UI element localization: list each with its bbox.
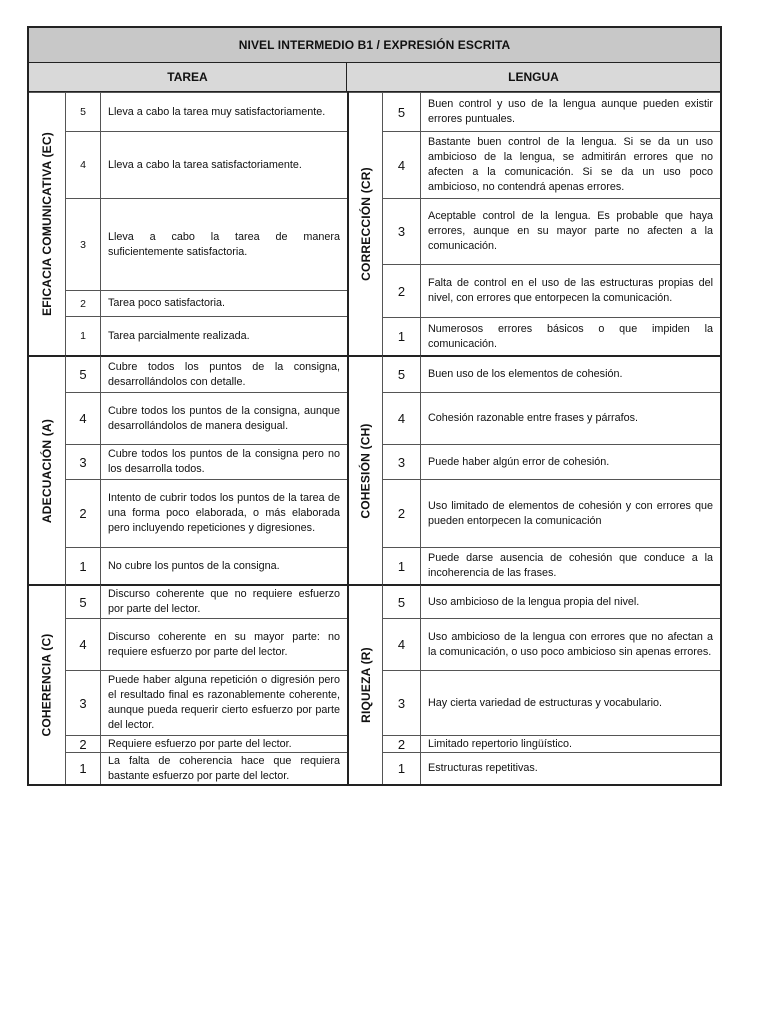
descriptor-cell	[101, 198, 347, 290]
left-criterion-1	[29, 92, 66, 355]
column-header-lengua: LENGUA	[347, 63, 720, 92]
criterion-label: CORRECCIÓN (CR)	[358, 167, 373, 281]
descriptor-text: Puede haber algún error de cohesión.	[428, 455, 610, 468]
descriptor-text: Bastante buen control de la lengua. Si se da un uso ambicioso de la lengua, se admitirán errores que no afecten a la comunicación. Si se da un uso poco ambicioso, no contendrá apenas errores.	[428, 136, 713, 193]
descriptor-text: Cohesión razonable entre frases y párrafos.	[428, 412, 639, 424]
score-cell: 3	[383, 670, 421, 735]
descriptor-cell	[101, 618, 347, 670]
descriptor-cell	[421, 355, 720, 392]
score-cell: 2	[66, 735, 101, 752]
descriptor-text: Uso limitado de elementos de cohesión y con errores que pueden entorpecen la comunicación	[428, 499, 713, 527]
descriptor-cell	[101, 392, 347, 444]
score-cell: 5	[383, 92, 421, 131]
score-cell: 3	[383, 198, 421, 264]
descriptor-cell	[421, 392, 720, 444]
descriptor-text: Hay cierta variedad de estructuras y vocabulario.	[428, 696, 663, 709]
descriptor-cell	[101, 735, 347, 752]
score-cell: 1	[383, 317, 421, 355]
descriptor-text: Cubre todos los puntos de la consigna, aunque desarrollándolos de manera desigual.	[108, 404, 340, 432]
descriptor-cell	[421, 752, 720, 784]
score-cell: 3	[66, 198, 101, 290]
descriptor-cell	[421, 444, 720, 479]
descriptor-text: Cubre todos los puntos de la consigna pero no los desarrolla todos.	[108, 448, 340, 475]
descriptor-text: Buen control y uso de la lengua aunque pueden existir errores puntuales.	[428, 98, 713, 125]
criterion-label: COHERENCIA (C)	[40, 633, 54, 737]
left-criterion-3	[29, 584, 66, 784]
descriptor-text: Falta de control en el uso de las estructuras propias del nivel, con errores que entorpecen la comunicación.	[428, 277, 713, 304]
descriptor-cell	[101, 444, 347, 479]
score-cell: 2	[383, 735, 421, 752]
descriptor-cell	[421, 317, 720, 355]
score-cell: 5	[66, 92, 101, 131]
descriptor-cell	[421, 670, 720, 735]
descriptor-text: Buen uso de los elementos de cohesión.	[428, 368, 623, 380]
descriptor-text: Numerosos errores básicos o que impiden la comunicación.	[428, 322, 713, 350]
descriptor-cell	[421, 584, 720, 618]
column-header-tarea: TAREA	[29, 63, 347, 92]
score-cell: 2	[66, 479, 101, 547]
criterion-label: ADECUACIÓN (A)	[40, 418, 55, 523]
right-criterion-3	[349, 584, 383, 784]
right-criterion-1	[349, 92, 383, 355]
descriptor-text: Intento de cubrir todos los puntos de la tarea de una forma poco elaborada, o más elaborada pero incluyendo repeticiones y digresiones.	[108, 492, 340, 534]
descriptor-cell	[101, 479, 347, 547]
descriptor-text: Uso ambicioso de la lengua con errores que no afectan a la comunicación, o uso poco ambicioso sin apenas errores.	[428, 630, 713, 658]
descriptor-text: Uso ambicioso de la lengua propia del nivel.	[428, 595, 640, 608]
descriptor-text: Discurso coherente que no requiere esfuerzo por parte del lector.	[108, 588, 340, 615]
descriptor-text: Requiere esfuerzo por parte del lector.	[108, 737, 292, 750]
score-cell: 2	[66, 290, 101, 316]
score-cell: 1	[66, 752, 101, 784]
descriptor-text: Aceptable control de la lengua. Es probable que haya errores, aunque en su mayor parte no afecten a la comunicación.	[428, 210, 713, 252]
score-cell: 1	[383, 752, 421, 784]
descriptor-text: Tarea parcialmente realizada.	[108, 329, 250, 342]
score-cell: 1	[66, 547, 101, 584]
descriptor-cell	[101, 290, 347, 316]
descriptor-text: Puede haber alguna repetición o digresión pero el resultado final es razonablemente coherente, aunque pueda requerir cierto esfuerzo por parte del lector.	[108, 674, 340, 731]
score-cell: 5	[383, 584, 421, 618]
descriptor-text: No cubre los puntos de la consigna.	[108, 559, 280, 572]
descriptor-cell	[421, 264, 720, 317]
score-cell: 3	[66, 670, 101, 735]
descriptor-text: Estructuras repetitivas.	[428, 762, 538, 774]
descriptor-cell	[421, 131, 720, 198]
criterion-label: RIQUEZA (R)	[358, 647, 373, 723]
descriptor-cell	[101, 584, 347, 618]
score-cell: 4	[383, 392, 421, 444]
descriptor-cell	[421, 92, 720, 131]
descriptor-text: Lleva a cabo la tarea satisfactoriamente.	[108, 158, 302, 171]
descriptor-text: Lleva a cabo la tarea muy satisfactoriamente.	[108, 105, 326, 118]
score-cell: 4	[66, 392, 101, 444]
descriptor-text: Puede darse ausencia de cohesión que conduce a la incoherencia de las frases.	[428, 552, 713, 579]
descriptor-text: Cubre todos los puntos de la consigna, desarrollándolos con detalle.	[108, 360, 340, 388]
score-cell: 2	[383, 479, 421, 547]
score-cell: 1	[383, 547, 421, 584]
score-cell: 4	[383, 618, 421, 670]
descriptor-cell	[421, 198, 720, 264]
descriptor-text: Discurso coherente en su mayor parte: no requiere esfuerzo por parte del lector.	[108, 630, 340, 658]
descriptor-text: La falta de coherencia hace que requiera bastante esfuerzo por parte del lector.	[108, 754, 340, 782]
descriptor-cell	[101, 131, 347, 198]
descriptor-cell	[101, 547, 347, 584]
score-cell: 4	[66, 131, 101, 198]
descriptor-cell	[101, 670, 347, 735]
descriptor-cell	[421, 479, 720, 547]
score-cell: 5	[66, 584, 101, 618]
right-criterion-2	[349, 355, 383, 584]
descriptor-cell	[421, 735, 720, 752]
descriptor-text: Lleva a cabo la tarea de manera suficientemente satisfactoria.	[108, 230, 340, 258]
score-cell: 5	[66, 355, 101, 392]
descriptor-cell	[421, 547, 720, 584]
criterion-label: EFICACIA COMUNICATIVA (EC)	[40, 132, 55, 316]
descriptor-cell	[101, 752, 347, 784]
descriptor-cell	[101, 92, 347, 131]
descriptor-cell	[101, 355, 347, 392]
descriptor-cell	[101, 316, 347, 355]
criterion-label: COHESIÓN (CH)	[358, 422, 373, 519]
score-cell: 3	[66, 444, 101, 479]
descriptor-text: Tarea poco satisfactoria.	[108, 297, 226, 309]
score-cell: 2	[383, 264, 421, 317]
descriptor-cell	[421, 618, 720, 670]
descriptor-text: Limitado repertorio lingüístico.	[428, 737, 573, 750]
score-cell: 3	[383, 444, 421, 479]
score-cell: 5	[383, 355, 421, 392]
table-title: NIVEL INTERMEDIO B1 / EXPRESIÓN ESCRITA	[29, 28, 720, 63]
left-criterion-2	[29, 355, 66, 584]
rubric-table	[27, 26, 722, 786]
score-cell: 4	[66, 618, 101, 670]
score-cell: 1	[66, 316, 101, 355]
score-cell: 4	[383, 131, 421, 198]
